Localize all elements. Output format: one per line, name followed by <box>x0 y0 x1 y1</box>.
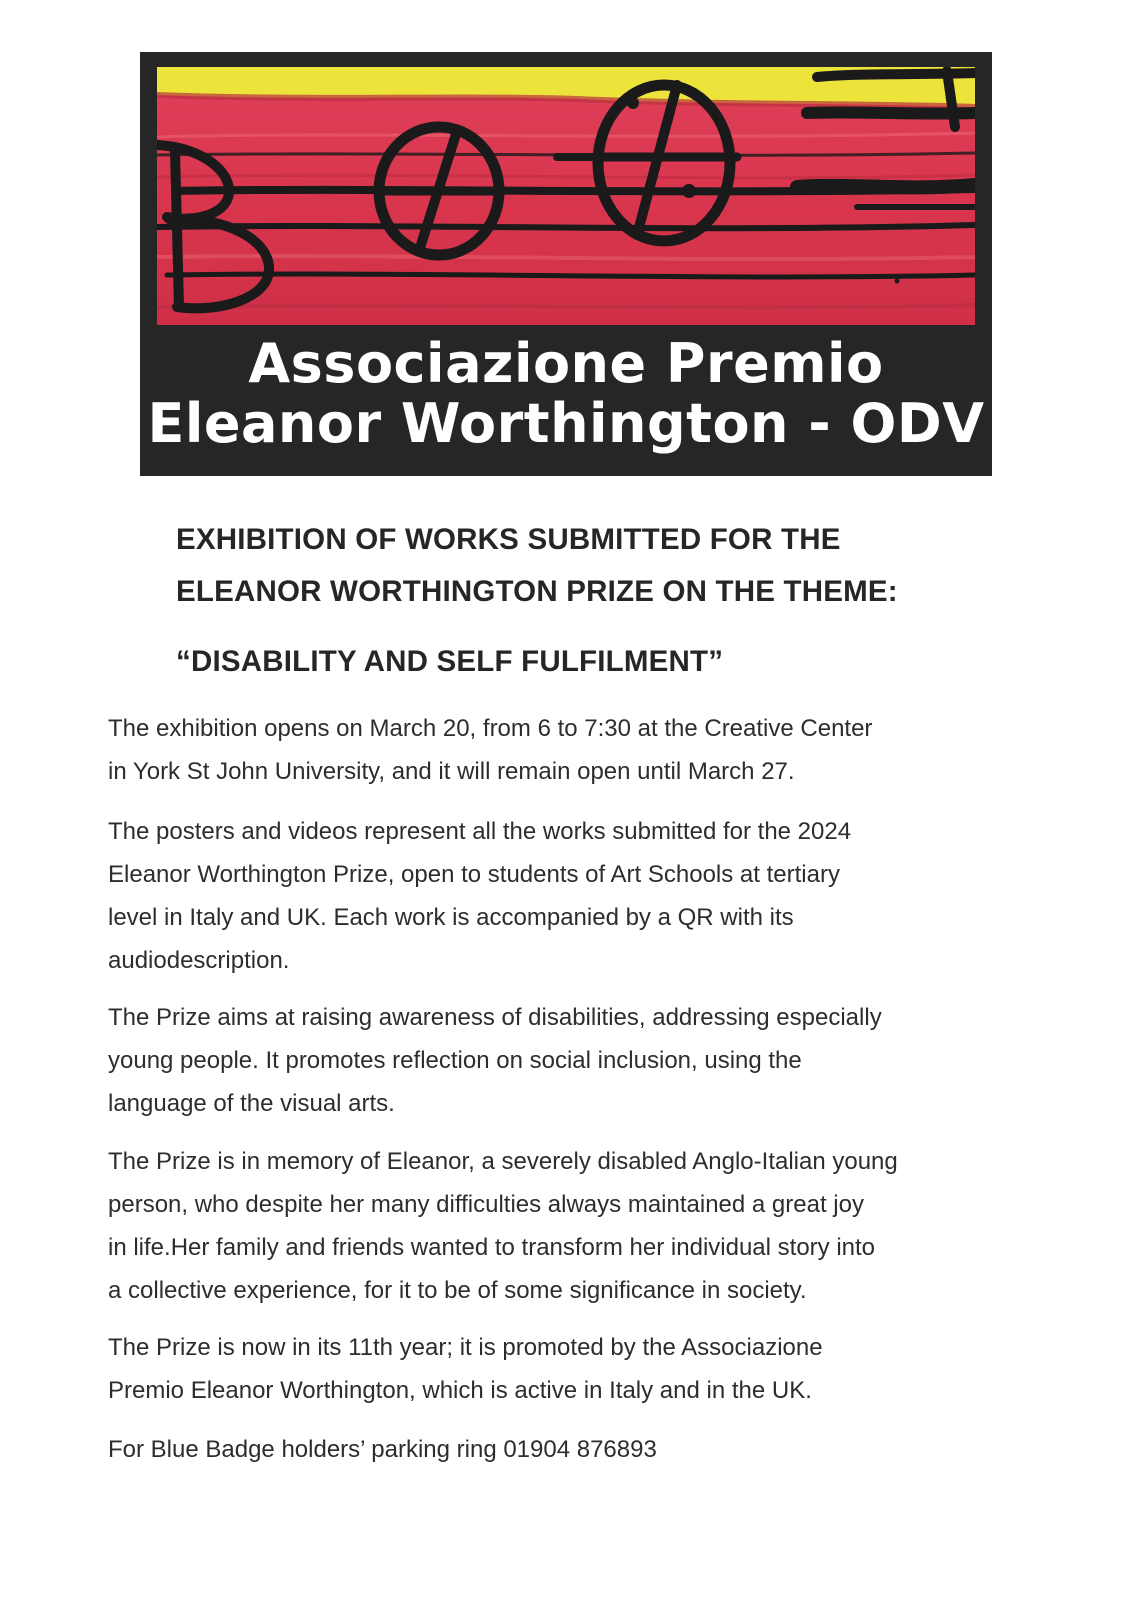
heading-theme: “DISABILITY AND SELF FULFILMENT” <box>176 645 724 678</box>
paragraph-line: Premio Eleanor Worthington, which is active in Italy and in the UK. <box>108 1377 812 1404</box>
paragraph-line: The Prize is now in its 11th year; it is promoted by the Associazione <box>108 1334 823 1361</box>
paragraph-opening <box>108 707 1038 793</box>
paragraph-line: in York St John University, and it will remain open until March 27. <box>108 758 795 785</box>
heading-line1: EXHIBITION OF WORKS SUBMITTED FOR THE <box>176 523 841 556</box>
paragraph-line: The Prize is in memory of Eleanor, a severely disabled Anglo-Italian young <box>108 1148 898 1175</box>
paragraph-line: person, who despite her many difficulties always maintained a great joy <box>108 1191 864 1218</box>
paragraph-line: language of the visual arts. <box>108 1090 395 1117</box>
paragraph-memory <box>108 1140 1038 1312</box>
banner-title-line2: Eleanor Worthington - ODV <box>147 392 985 455</box>
banner-title-line1: Associazione Premio <box>248 332 884 395</box>
paragraph-promoted <box>108 1326 1038 1412</box>
paragraph-posters <box>108 810 1038 982</box>
paragraph-line: The exhibition opens on March 20, from 6 to 7:30 at the Creative Center <box>108 715 873 742</box>
banner-title <box>140 334 992 454</box>
header-banner <box>140 52 992 476</box>
paragraph-line: audiodescription. <box>108 947 290 974</box>
paragraph-line: The Prize aims at raising awareness of disabilities, addressing especially <box>108 1004 882 1031</box>
paragraph-line: young people. It promotes reflection on social inclusion, using the <box>108 1047 802 1074</box>
paragraph-line: in life.Her family and friends wanted to transform her individual story into <box>108 1234 876 1261</box>
abstract-painting-icon <box>157 67 975 325</box>
paragraph-aims <box>108 996 1038 1125</box>
paragraph-line: a collective experience, for it to be of some significance in society. <box>108 1277 807 1304</box>
paragraph-line: level in Italy and UK. Each work is accompanied by a QR with its <box>108 904 794 931</box>
heading-line2: ELEANOR WORTHINGTON PRIZE ON THE THEME: <box>176 575 898 608</box>
paragraph-line: Eleanor Worthington Prize, open to students of Art Schools at tertiary <box>108 861 840 888</box>
paragraph-parking <box>108 1428 1038 1471</box>
paragraph-line: The posters and videos represent all the works submitted for the 2024 <box>108 818 852 845</box>
paragraph-line: For Blue Badge holders’ parking ring 01904 876893 <box>108 1436 657 1463</box>
